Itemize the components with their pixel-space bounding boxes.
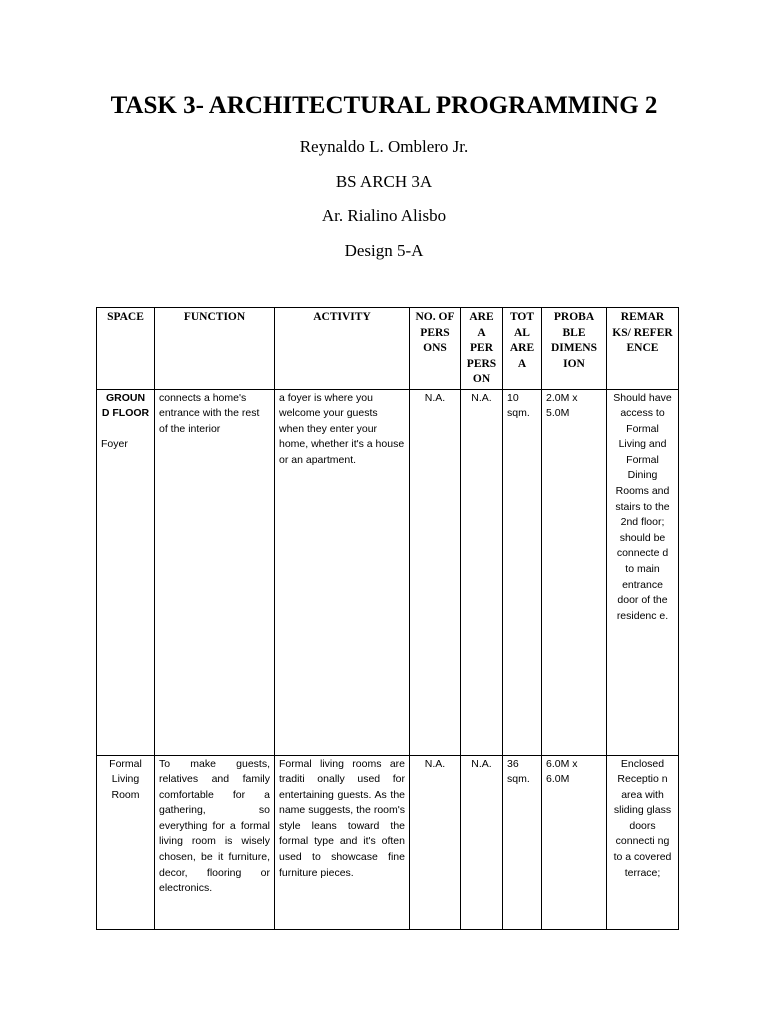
cell-activity: a foyer is where you welcome your guests when they enter your home, whether it's a house or an apartment.: [275, 389, 410, 755]
cell-persons: N.A.: [410, 755, 461, 929]
cell-area-per-person: N.A.: [461, 389, 503, 755]
cell-space: Formal Living Room: [97, 755, 155, 929]
cell-dimension: 2.0M x 5.0M: [542, 389, 607, 755]
cell-area-per-person: N.A.: [461, 755, 503, 929]
floor-label: GROUN D FLOOR: [101, 391, 150, 420]
document-title: TASK 3- ARCHITECTURAL PROGRAMMING 2: [110, 92, 658, 119]
header-function: FUNCTION: [155, 308, 275, 390]
author-name: Reynaldo L. Omblero Jr.: [299, 137, 469, 156]
table-row: [97, 389, 679, 755]
cell-total-area: 36 sqm.: [503, 755, 542, 929]
cell-function: To make guests, relatives and family comfortable for a gathering, so everything for a formal living room is wisely chosen, be it furniture, decor, flooring or electronics.: [155, 755, 275, 929]
cell-function: connects a home's entrance with the rest of the interior: [155, 389, 275, 755]
cell-persons: N.A.: [410, 389, 461, 755]
header-dimension: PROBA BLE DIMENS ION: [542, 308, 607, 390]
header-persons: NO. OF PERS ONS: [410, 308, 461, 390]
table-header-row: [97, 308, 679, 390]
programming-table: [96, 307, 679, 930]
table-row: [97, 755, 679, 929]
cell-space: [97, 389, 155, 755]
course-label: Design 5-A: [344, 241, 424, 260]
cell-remarks: Enclosed Receptio n area with sliding glass doors connecti ng to a covered terrace;: [607, 755, 679, 929]
space-name: Foyer: [101, 438, 128, 451]
cell-activity: Formal living rooms are traditi onally used for entertaining guests. As the name suggests, the room's style leans toward the formal type and it's often used to showcase fine furniture pieces.: [275, 755, 410, 929]
header-total-area: TOT AL ARE A: [503, 308, 542, 390]
header-activity: ACTIVITY: [275, 308, 410, 390]
header-space: SPACE: [97, 308, 155, 390]
instructor-name: Ar. Rialino Alisbo: [321, 206, 447, 225]
header-area-per-person: ARE A PER PERS ON: [461, 308, 503, 390]
cell-total-area: 10 sqm.: [503, 389, 542, 755]
section-label: BS ARCH 3A: [335, 172, 433, 191]
header-remarks: REMAR KS/ REFER ENCE: [607, 308, 679, 390]
cell-dimension: 6.0M x 6.0M: [542, 755, 607, 929]
cell-remarks: Should have access to Formal Living and Formal Dining Rooms and stairs to the 2nd floor; should be connecte d to main entrance door of the residenc e.: [607, 389, 679, 755]
